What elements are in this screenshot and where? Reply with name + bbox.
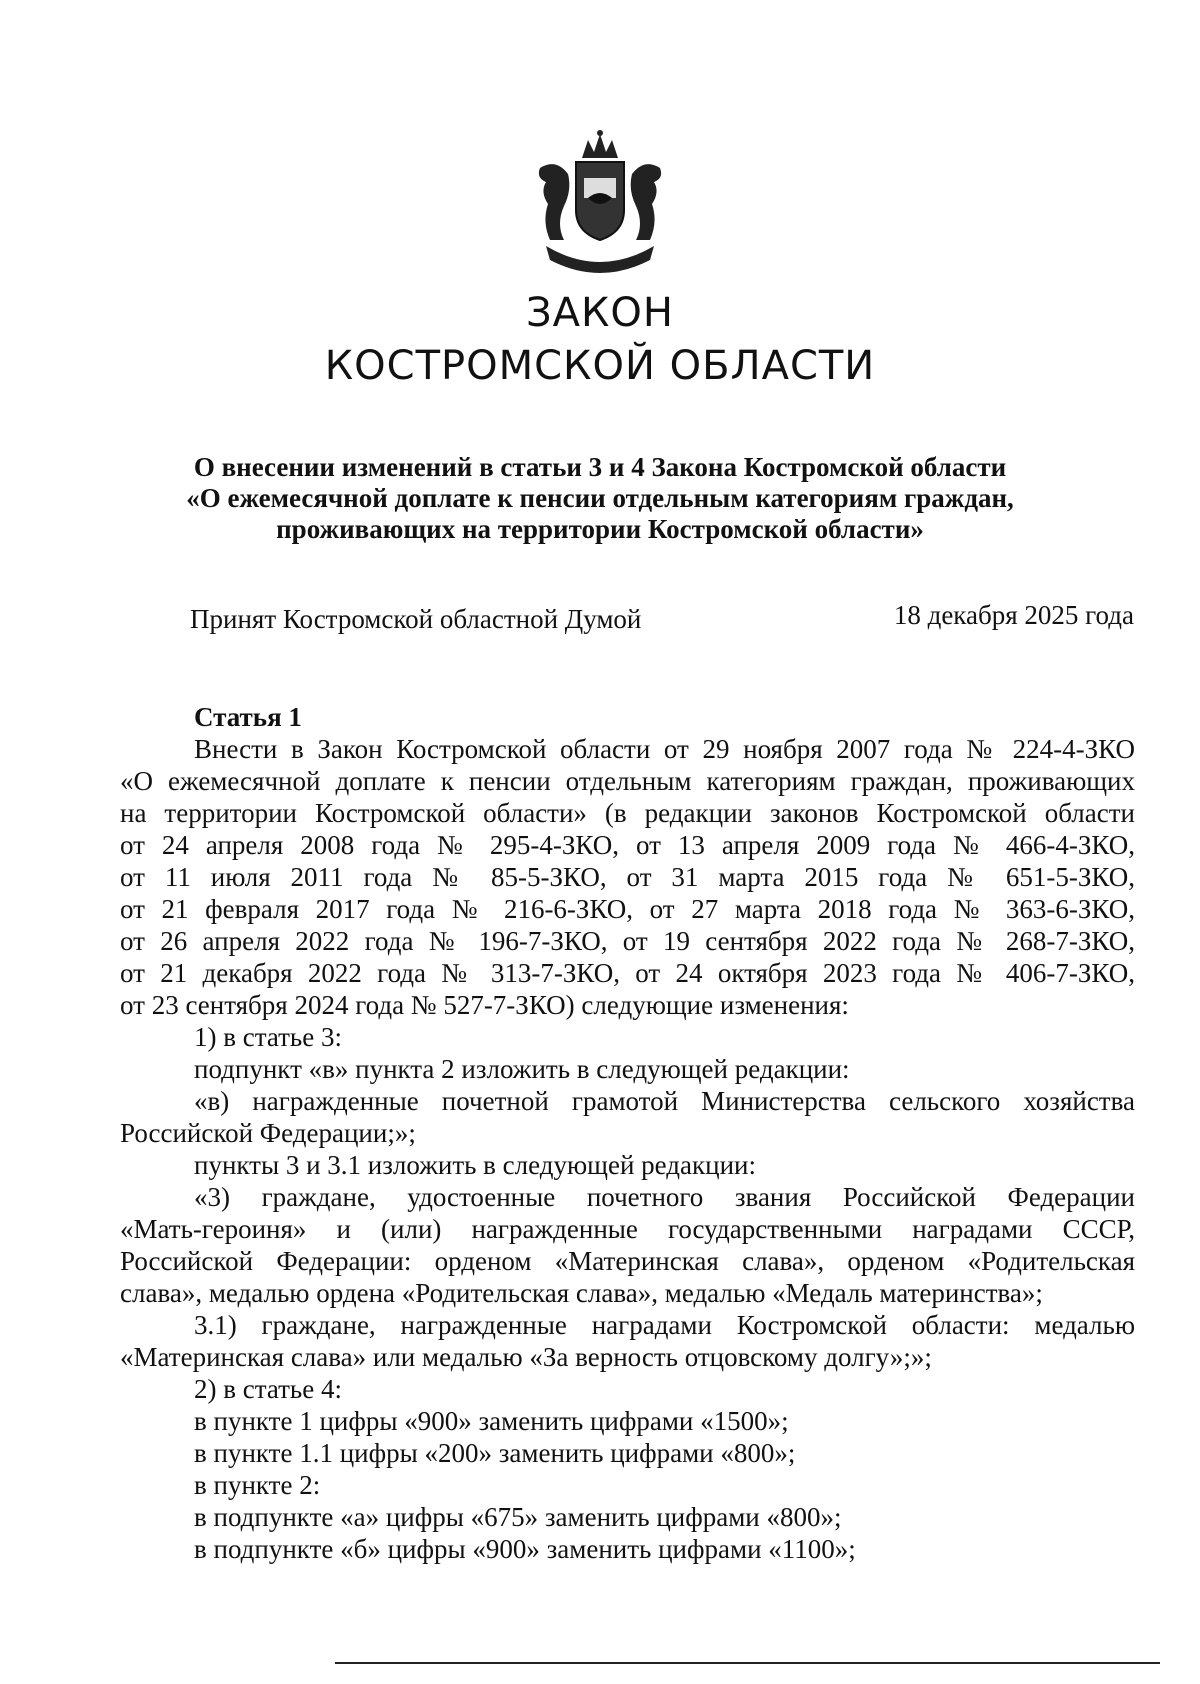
coat-of-arms-icon: [520, 128, 680, 288]
adopted-label: Принят Костромской областной Думой: [190, 604, 642, 634]
body-line: в подпункте «б» цифры «900» заменить цифрами «1100»;: [194, 1534, 856, 1564]
subtitle-line2: «О ежемесячной доплате к пенсии отдельным категориям граждан,: [186, 483, 1014, 513]
law-title-line1: ЗАКОН: [526, 290, 674, 336]
footer-rule: [335, 1662, 1160, 1664]
body-line: в пункте 1 цифры «900» заменить цифрами «1500»;: [194, 1406, 789, 1436]
body-line: в подпункте «а» цифры «675» заменить цифрами «800»;: [194, 1502, 842, 1532]
body-line: на территории Костромской области» (в редакции законов Костромской области: [120, 798, 1135, 828]
body-line: от 23 сентября 2024 года № 527-7-ЗКО) следующие изменения:: [120, 990, 849, 1020]
article-heading: Статья 1: [194, 702, 302, 732]
body-line: подпункт «в» пункта 2 изложить в следующей редакции:: [194, 1054, 850, 1084]
body-line: «О ежемесячной доплате к пенсии отдельным категориям граждан, проживающих: [120, 766, 1135, 796]
body-line: «Материнская слава» или медалью «За верность отцовскому долгу»;»;: [120, 1342, 932, 1372]
body-line: «3) граждане, удостоенные почетного звания Российской Федерации: [194, 1182, 1135, 1212]
law-title-line2: КОСТРОМСКОЙ ОБЛАСТИ: [324, 343, 876, 389]
body-line: от 11 июля 2011 года № 85-5-ЗКО, от 31 марта 2015 года № 651-5-ЗКО,: [120, 862, 1135, 892]
body-line: «в) награжденные почетной грамотой Министерства сельского хозяйства: [194, 1086, 1135, 1116]
body-line: от 21 февраля 2017 года № 216-6-ЗКО, от 27 марта 2018 года № 363-6-ЗКО,: [120, 894, 1135, 924]
body-line: пункты 3 и 3.1 изложить в следующей редакции:: [194, 1150, 756, 1180]
body-line: Российской Федерации: орденом «Материнская слава», орденом «Родительская: [120, 1246, 1135, 1276]
body-line: «Мать-героиня» и (или) награжденные государственными наградами СССР,: [120, 1214, 1135, 1244]
body-line: в пункте 2:: [194, 1470, 321, 1500]
body-line: 3.1) граждане, награжденные наградами Костромской области: медалью: [194, 1310, 1135, 1340]
body-line: Внести в Закон Костромской области от 29 ноября 2007 года № 224-4-ЗКО: [194, 734, 1135, 764]
body-line: слава», медалью ордена «Родительская слава», медалью «Медаль материнства»;: [120, 1278, 1043, 1308]
body-line: 1) в статье 3:: [194, 1022, 342, 1052]
body-line: от 21 декабря 2022 года № 313-7-ЗКО, от 24 октября 2023 года № 406-7-ЗКО,: [120, 958, 1135, 988]
body-line: 2) в статье 4:: [194, 1374, 342, 1404]
adopted-date: 18 декабря 2025 года: [893, 600, 1134, 630]
body-line: от 24 апреля 2008 года № 295-4-ЗКО, от 13 апреля 2009 года № 466-4-ЗКО,: [120, 830, 1135, 860]
body-line: в пункте 1.1 цифры «200» заменить цифрами «800»;: [194, 1438, 796, 1468]
body-line: от 26 апреля 2022 года № 196-7-ЗКО, от 19 сентября 2022 года № 268-7-ЗКО,: [120, 926, 1135, 956]
body-line: Российской Федерации;»;: [120, 1118, 416, 1148]
subtitle-line1: О внесении изменений в статьи 3 и 4 Закона Костромской области: [193, 452, 1007, 482]
subtitle-line3: проживающих на территории Костромской области»: [276, 514, 924, 544]
